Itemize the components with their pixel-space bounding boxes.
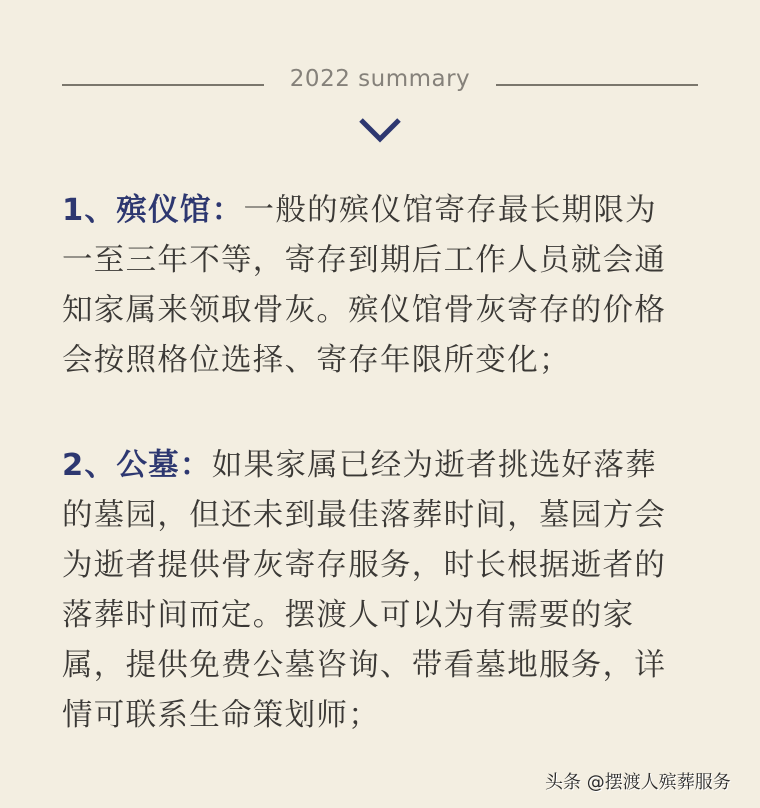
- watermark: 头条 @摆渡人殡葬服务: [545, 772, 731, 793]
- summary-label: 2022 summary: [289, 66, 471, 92]
- text-line: 会按照格位选择、寄存年限所变化；: [62, 343, 571, 378]
- text-line: 属，提供免费公墓咨询、带看墓地服务，详: [62, 648, 667, 683]
- text-line: 的墓园，但还未到最佳落葬时间，墓园方会: [62, 498, 667, 533]
- text-line: 如果家属已经为逝者挑选好落葬: [211, 448, 657, 483]
- section-funeral-home: [62, 186, 712, 386]
- chevron-down-icon: [358, 116, 402, 144]
- section-heading: 1、殡仪馆：: [62, 193, 244, 228]
- text-line: 一至三年不等，寄存到期后工作人员就会通: [62, 243, 667, 278]
- text-line: 为逝者提供骨灰寄存服务，时长根据逝者的: [62, 548, 667, 583]
- text-line: 一般的殡仪馆寄存最长期限为: [243, 193, 657, 228]
- section-heading: 2、公墓：: [62, 448, 212, 483]
- text-line: 知家属来领取骨灰。殡仪馆骨灰寄存的价格: [62, 293, 667, 328]
- text-line: 落葬时间而定。摆渡人可以为有需要的家: [62, 598, 635, 633]
- text-line: 情可联系生命策划师；: [62, 698, 380, 733]
- section-cemetery: [62, 441, 712, 741]
